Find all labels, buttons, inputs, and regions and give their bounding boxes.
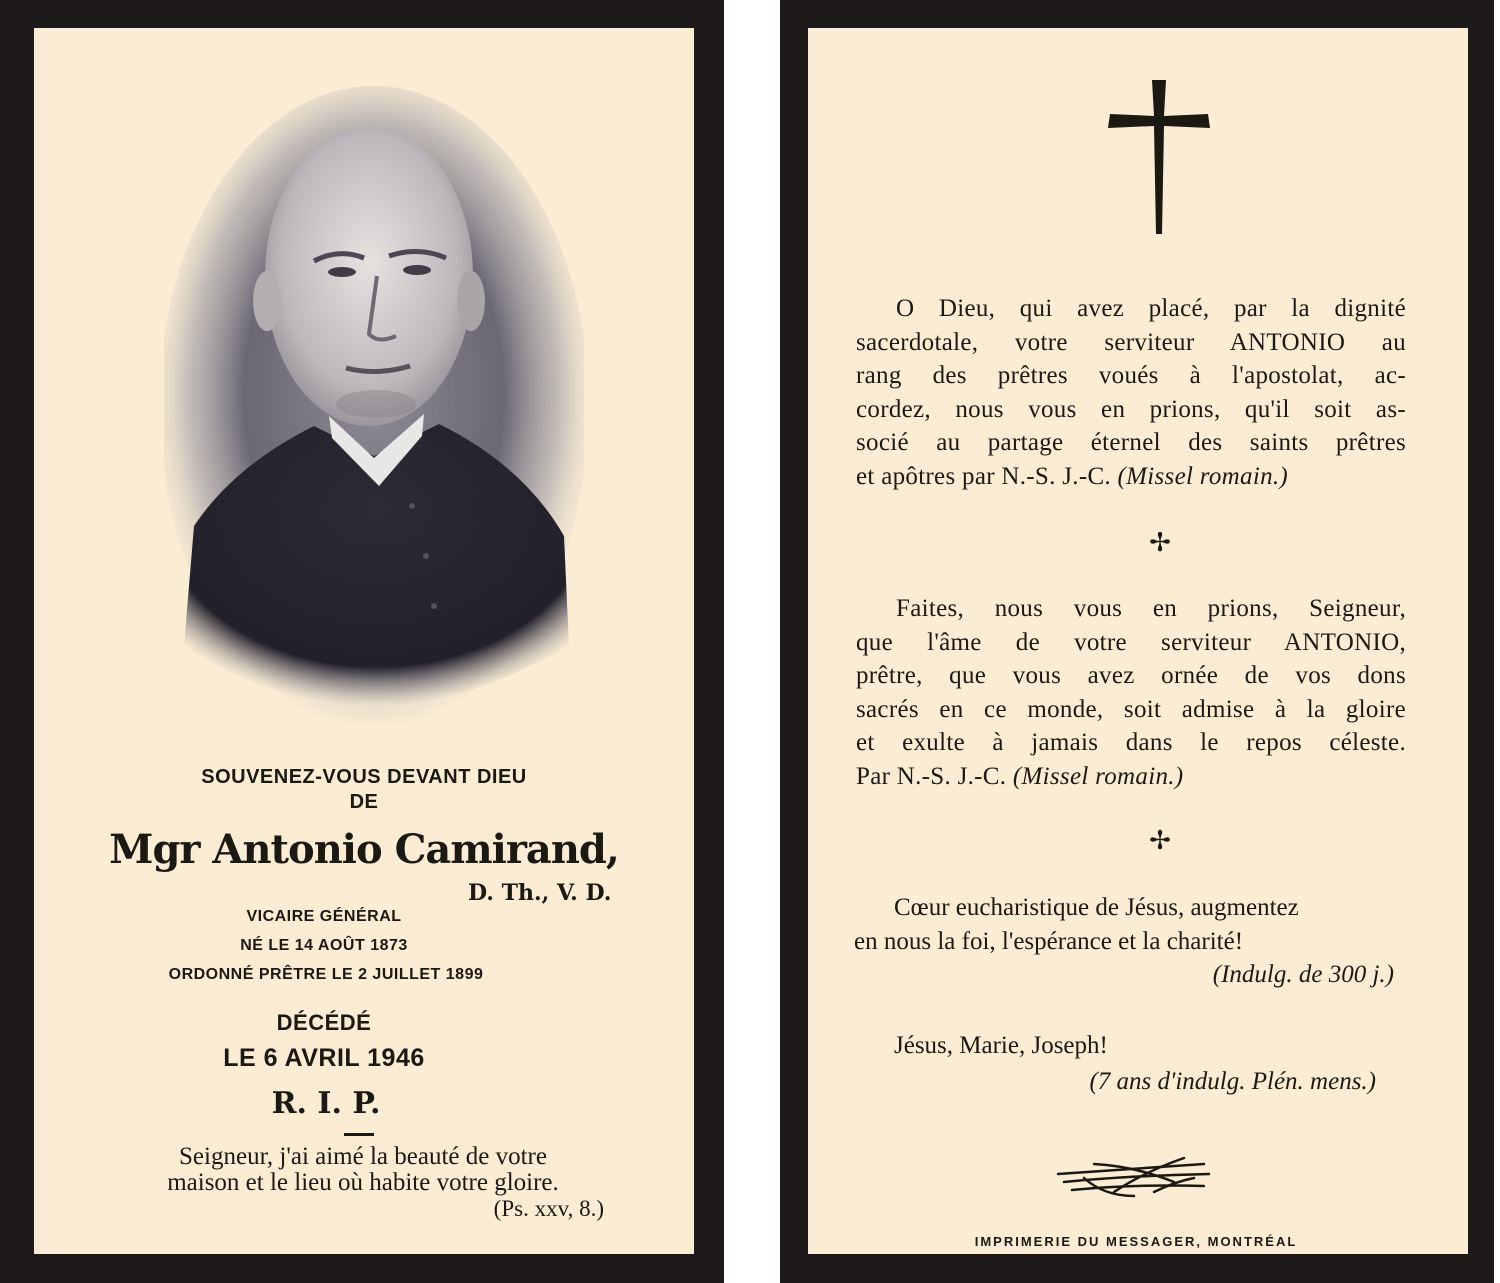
remember-line-2: DE (349, 791, 379, 813)
prayer-1-line: sacerdotale, votre serviteur ANTONIO au (856, 328, 1406, 356)
ordination-date: ORDONNÉ PRÊTRE LE 2 JUILLET 1899 (168, 966, 484, 983)
death-date: LE 6 AVRIL 1946 (223, 1044, 425, 1072)
card-front-paper (34, 28, 694, 1254)
deceased-name: Mgr Antonio Camirand, (109, 826, 619, 873)
verse-line-1: Seigneur, j'ai aimé la beauté de votre (179, 1143, 547, 1170)
palm-branch-icon (1054, 1152, 1214, 1202)
prayer-1-line: cordez, nous vous en prions, qu'il soit as- (856, 395, 1406, 423)
psalm-verse (88, 1144, 638, 1196)
prayer-2-last-line (856, 760, 1406, 794)
memorial-card-back (780, 0, 1494, 1283)
prayer-2-line: que l'âme de votre serviteur ANTONIO, (856, 628, 1406, 656)
birth-date: NÉ LE 14 AOÛT 1873 (240, 937, 408, 954)
cross-icon (1104, 78, 1214, 238)
prayer-1-line: socié au partage éternel des saints prêtres (856, 429, 1406, 456)
invocation-1-line-2: en nous la foi, l'espérance et la charité! (854, 927, 1244, 955)
small-cross-icon: ✢ (1149, 826, 1171, 855)
prayer-1-source: (Missel romain.) (1117, 462, 1289, 490)
rip: R. I. P. (271, 1086, 381, 1121)
prayer-2-line: et exulte à jamais dans le repos céleste. (856, 729, 1406, 756)
memorial-card-front (0, 0, 724, 1283)
invocation-1 (854, 891, 1414, 992)
invocation-1-ref: (Indulg. de 300 j.) (1212, 961, 1394, 988)
prayer-1-closing: et apôtres par N.-S. J.-C. (856, 462, 1111, 490)
prayer-2-line: prêtre, que vous avez ornée de vos dons (856, 662, 1406, 689)
prayer-2 (856, 592, 1406, 793)
prayer-2-closing: Par N.-S. J.-C. (856, 762, 1007, 790)
prayer-1-last-line (856, 460, 1406, 494)
died-label: DÉCÉDÉ (276, 1010, 372, 1035)
card-back-paper (808, 28, 1468, 1254)
title: VICAIRE GÉNÉRAL (246, 908, 402, 925)
prayer-2-line: Faites, nous vous en prions, Seigneur, (896, 595, 1406, 622)
degrees: D. Th., V. D. (468, 880, 612, 906)
verse-reference: (Ps. xxv, 8.) (493, 1196, 604, 1221)
prayer-2-source: (Missel romain.) (1012, 762, 1184, 790)
invocation-2: Jésus, Marie, Joseph! (894, 1032, 1108, 1059)
small-cross-icon: ✢ (1149, 528, 1171, 557)
prayer-1-line: O Dieu, qui avez placé, par la dignité (896, 295, 1406, 322)
rip-rule (344, 1133, 374, 1136)
prayer-2-line: sacrés en ce monde, soit admise à la gloire (856, 695, 1406, 723)
printer-credit: IMPRIMERIE DU MESSAGER, MONTRÉAL (974, 1234, 1298, 1249)
invocation-1-line-1: Cœur eucharistique de Jésus, augmentez (894, 894, 1299, 921)
remember-line-1: SOUVENEZ-VOUS DEVANT DIEU (201, 766, 527, 788)
prayer-1-line: rang des prêtres voués à l'apostolat, ac- (856, 362, 1406, 389)
invocation-2-ref: (7 ans d'indulg. Plén. mens.) (1089, 1068, 1376, 1095)
priest-portrait (164, 86, 584, 726)
verse-line-2: maison et le lieu où habite votre gloire. (167, 1169, 559, 1196)
prayer-1 (856, 292, 1406, 493)
